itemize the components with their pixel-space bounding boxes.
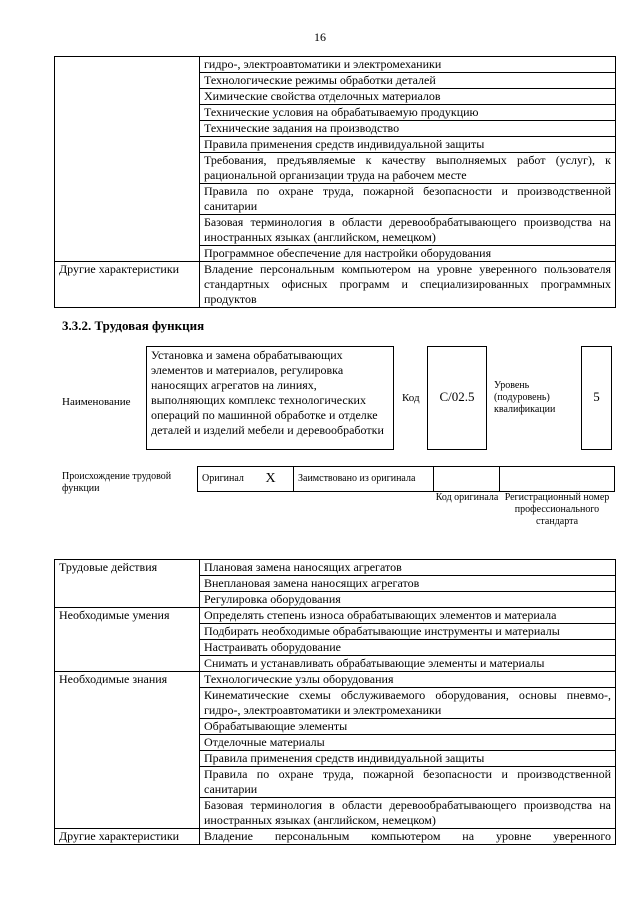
table-row: Обрабатывающие элементы bbox=[200, 719, 616, 735]
table-row: Базовая терминология в области деревообрабатывающего производства на иностранных языках (английском, немецком) bbox=[200, 215, 616, 246]
other-characteristics-text: Владение персональным компьютером на уровне уверенного bbox=[200, 829, 616, 845]
table-row: Базовая терминология в области деревообрабатывающего производства на иностранных языках (английском, немецком) bbox=[200, 798, 616, 829]
original-mark: X bbox=[262, 467, 294, 492]
other-characteristics-label: Другие характеристики bbox=[55, 262, 200, 308]
table-row: Определять степень износа обрабатывающих элементов и материала bbox=[200, 608, 616, 624]
table-row: Правила применения средств индивидуальной защиты bbox=[200, 751, 616, 767]
level-value-box: 5 bbox=[581, 346, 612, 450]
origin-label: Происхождение трудовой функции bbox=[62, 471, 172, 494]
table-row: гидро-, электроавтоматики и электромеханики bbox=[200, 57, 616, 73]
page-number: 16 bbox=[314, 30, 326, 44]
borrowed-label: Заимствовано из оригинала bbox=[294, 467, 434, 492]
table-row: Правила по охране труда, пожарной безопасности и производственной санитарии bbox=[200, 767, 616, 798]
table-row: Регулировка оборудования bbox=[200, 592, 616, 608]
table-row: Технические условия на обрабатываемую продукцию bbox=[200, 105, 616, 121]
table-row: Плановая замена наносящих агрегатов bbox=[200, 560, 616, 576]
reg-number-caption: Регистрационный номер профессионального стандарта bbox=[504, 492, 610, 527]
table-row: Внеплановая замена наносящих агрегатов bbox=[200, 576, 616, 592]
table-row: Технические задания на производство bbox=[200, 121, 616, 137]
table-row: Кинематические схемы обслуживаемого оборудования, основы пневмо-, гидро-, электроавтоматики и электромеханики bbox=[200, 688, 616, 719]
other-characteristics-text: Владение персональным компьютером на уровне уверенного пользователя стандартных офисных программ и специализированных программных продуктов bbox=[200, 262, 616, 308]
function-details-table bbox=[54, 559, 616, 845]
code-original-caption: Код оригинала bbox=[435, 492, 499, 503]
table-row: Снимать и устанавливать обрабатывающие элементы и материалы bbox=[200, 656, 616, 672]
table-row: Отделочные материалы bbox=[200, 735, 616, 751]
actions-label: Трудовые действия bbox=[55, 560, 200, 608]
code-value-box: C/02.5 bbox=[427, 346, 487, 450]
origin-table bbox=[197, 466, 615, 492]
table-row: Правила по охране труда, пожарной безопасности и производственной санитарии bbox=[200, 184, 616, 215]
table-row: Технологические режимы обработки деталей bbox=[200, 73, 616, 89]
table-row: Требования, предъявляемые к качеству выполняемых работ (услуг), к рациональной организации труда на рабочем месте bbox=[200, 153, 616, 184]
table-row: Химические свойства отделочных материалов bbox=[200, 89, 616, 105]
name-label: Наименование bbox=[62, 396, 131, 408]
original-label: Оригинал bbox=[198, 467, 262, 492]
code-label: Код bbox=[402, 392, 420, 404]
section-heading: 3.3.2. Трудовая функция bbox=[62, 318, 205, 333]
function-name-box: Установка и замена обрабатывающих элементов и материалов, регулировка наносящих агрегатов на линиях, выполняющих комплекс технологических операций по машинной обработке и отделке деталей и изделий мебели и деревообработки bbox=[146, 346, 394, 450]
table-row: Правила применения средств индивидуальной защиты bbox=[200, 137, 616, 153]
table-row: Настраивать оборудование bbox=[200, 640, 616, 656]
table-row: Технологические узлы оборудования bbox=[200, 672, 616, 688]
reg-number-cell bbox=[500, 467, 615, 492]
knowledge-label: Необходимые знания bbox=[55, 672, 200, 829]
table-row: Программное обеспечение для настройки оборудования bbox=[200, 246, 616, 262]
empty-label-cell bbox=[55, 57, 200, 262]
code-original-cell bbox=[434, 467, 500, 492]
skills-label: Необходимые умения bbox=[55, 608, 200, 672]
knowledge-continuation-table bbox=[54, 56, 616, 308]
table-row: Подбирать необходимые обрабатывающие инструменты и материалы bbox=[200, 624, 616, 640]
level-label: Уровень (подуровень) квалификации bbox=[494, 380, 556, 415]
other-characteristics-label: Другие характеристики bbox=[55, 829, 200, 845]
